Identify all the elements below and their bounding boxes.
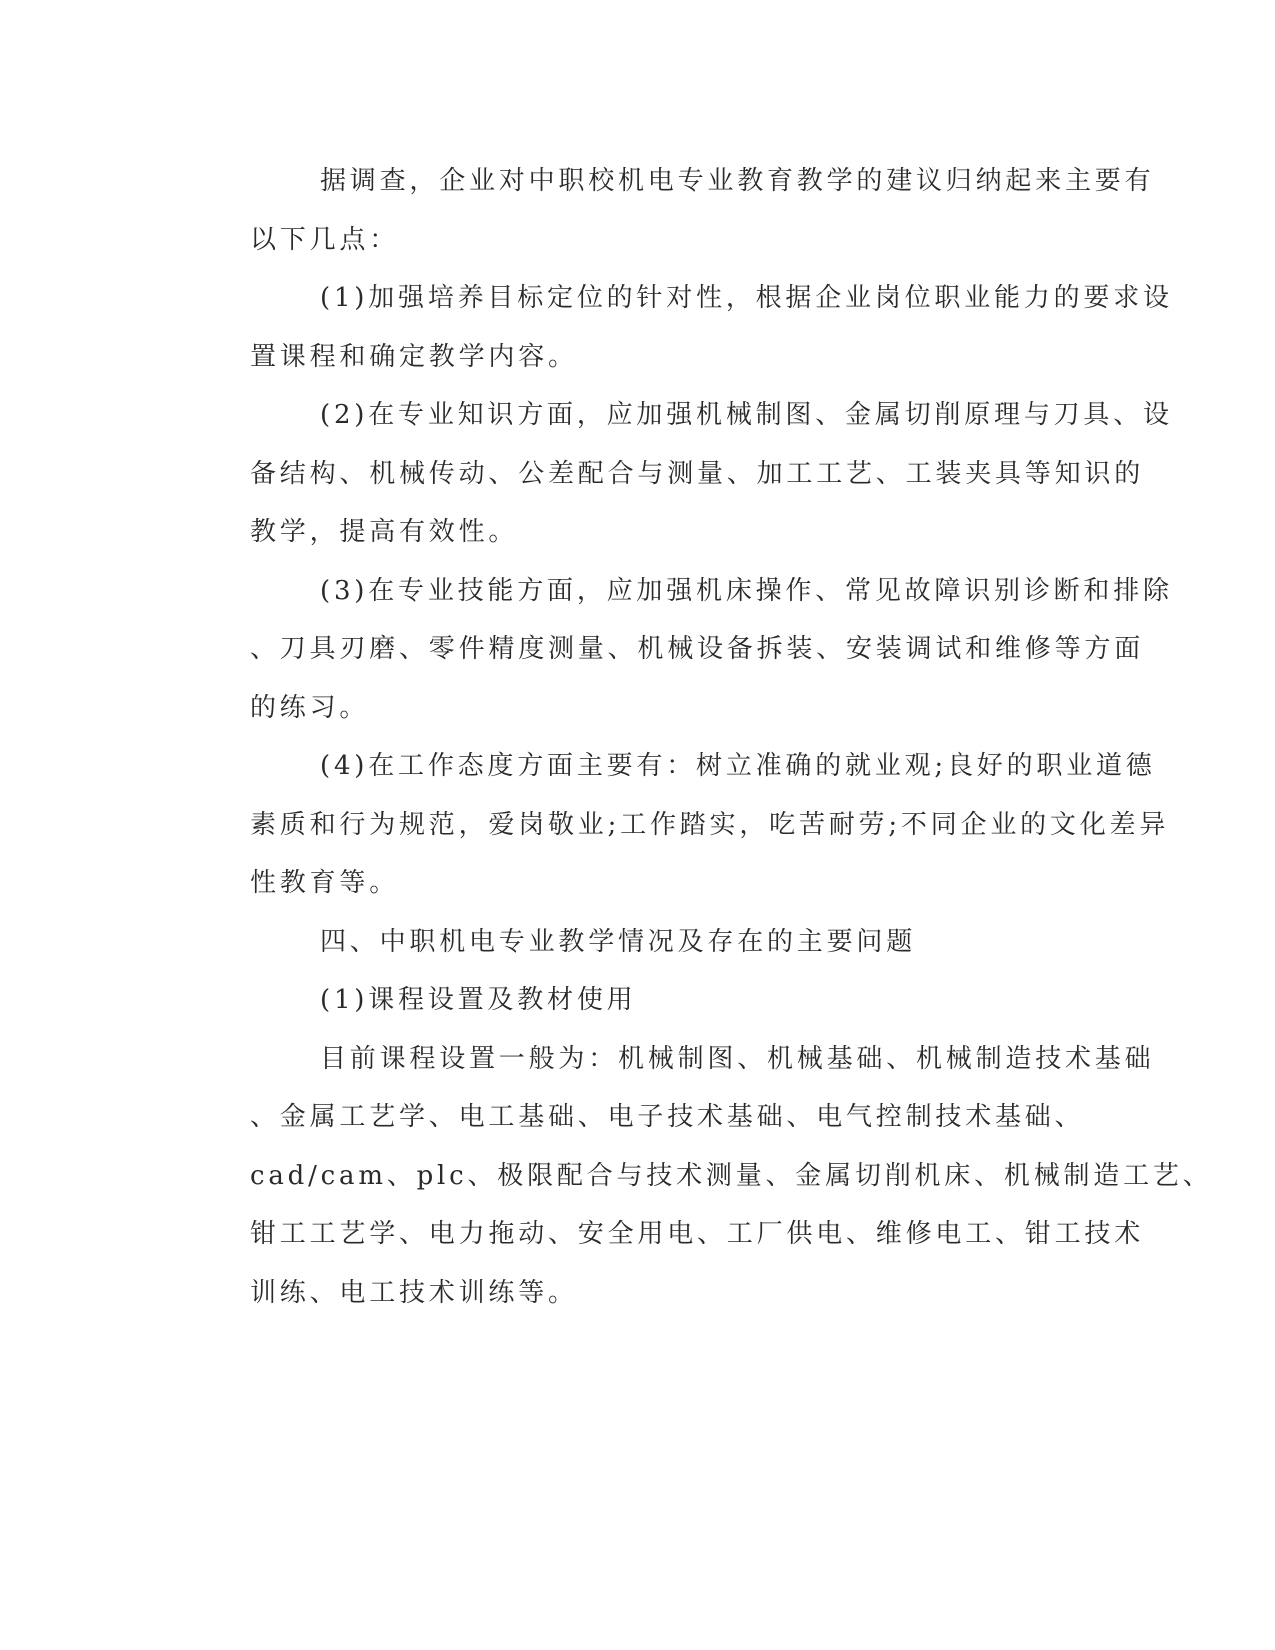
text-line: (1)加强培养目标定位的针对性，根据企业岗位职业能力的要求设 bbox=[320, 283, 1173, 313]
subsection-heading bbox=[180, 971, 1040, 1030]
paragraph-point-3 bbox=[180, 562, 1173, 738]
text-line: (2)在专业知识方面，应加强机械制图、金属切削原理与刀具、设 bbox=[320, 400, 1173, 430]
text-line: 教学，提高有效性。 bbox=[250, 517, 519, 547]
text-line: 、金属工艺学、电工基础、电子技术基础、电气控制技术基础、 bbox=[250, 1102, 1085, 1132]
text-line: 以下几点： bbox=[250, 224, 400, 255]
text-line: 据调查，企业对中职校机电专业教育教学的建议归纳起来主要有 bbox=[320, 166, 1155, 196]
text-line: 、刀具刃磨、零件精度测量、机械设备拆装、安装调试和维修等方面 bbox=[250, 634, 1145, 664]
text-line: 备结构、机械传动、公差配合与测量、加工工艺、工装夹具等知识的 bbox=[250, 458, 1145, 489]
text-line: 置课程和确定教学内容。 bbox=[250, 341, 578, 372]
paragraph-course-list bbox=[180, 1030, 1213, 1323]
text-line: 的练习。 bbox=[250, 692, 370, 723]
paragraph-survey-intro bbox=[180, 152, 1155, 269]
text-line: 钳工工艺学、电力拖动、安全用电、工厂供电、维修电工、钳工技术 bbox=[250, 1219, 1145, 1249]
section-heading-text: 四、中职机电专业教学情况及存在的主要问题 bbox=[320, 926, 917, 957]
text-line: (3)在专业技能方面，应加强机床操作、常见故障识别诊断和排除 bbox=[320, 575, 1173, 606]
paragraph-point-4 bbox=[180, 737, 1170, 913]
text-line: 素质和行为规范，爱岗敬业;工作踏实，吃苦耐劳;不同企业的文化差异 bbox=[250, 809, 1170, 840]
text-line: 性教育等。 bbox=[250, 868, 400, 898]
text-line: (4)在工作态度方面主要有：树立准确的就业观;良好的职业道德 bbox=[320, 751, 1156, 781]
text-line: 训练、电工技术训练等。 bbox=[250, 1277, 578, 1308]
paragraph-point-1 bbox=[180, 269, 1173, 386]
text-line: 目前课程设置一般为：机械制图、机械基础、机械制造技术基础 bbox=[320, 1043, 1155, 1074]
section-heading bbox=[180, 913, 1040, 972]
text-line: cad/cam、plc、极限配合与技术测量、金属切削机床、机械制造工艺、 bbox=[250, 1160, 1213, 1191]
paragraph-point-2 bbox=[180, 386, 1173, 562]
subsection-heading-text: (1)课程设置及教材使用 bbox=[320, 985, 637, 1015]
document-body bbox=[180, 152, 1213, 1322]
